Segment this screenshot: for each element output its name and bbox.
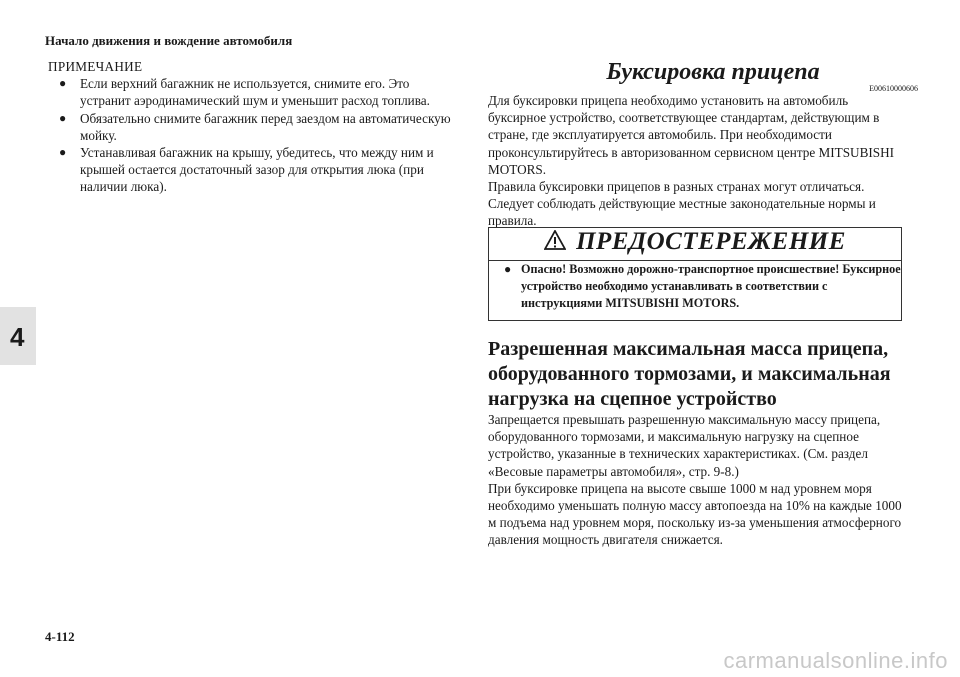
section-code: E00610000606	[869, 84, 918, 93]
towing-section	[488, 58, 918, 230]
subsection-heading: Разрешенная максимальная масса прицепа, оборудованного тормозами, и максимальная нагрузка на сцепное устройство	[488, 338, 891, 410]
chapter-number: 4	[10, 322, 25, 352]
note-item: ● Устанавливая багажник на крышу, убедитесь, что между ним и крышей остается достаточный зазор для открытия люка (при наличии люка).	[45, 144, 455, 196]
note-item: ● Обязательно снимите багажник перед заездом на автоматическую мойку.	[45, 110, 455, 144]
page-number: 4-112	[45, 629, 75, 644]
watermark: carmanualsonline.info	[723, 648, 948, 673]
section-heading: Буксировка прицепа	[606, 59, 820, 85]
running-header: Начало движения и вождение автомобиля	[45, 33, 293, 48]
note-item: ● Если верхний багажник не используется, снимите его. Это устранит аэродинамический шум и уменьшит расход топлива.	[45, 75, 455, 109]
note-list	[45, 75, 455, 195]
towing-paragraph-1: Для буксировки прицепа необходимо установить на автомобиль буксирное устройство, соответствующее стандартам, действующим в стране, где эксплуатируется автомобиль. При необходимости проконсультируйтесь в авторизованном сервисном центре MITSUBISHI MOTORS.	[488, 93, 895, 177]
note-title: ПРИМЕЧАНИЕ	[48, 59, 143, 74]
towing-paragraph-2: Правила буксировки прицепов в разных странах могут отличаться. Следует соблюдать действующие местные законодательные нормы и правила.	[488, 179, 876, 229]
chapter-tab	[0, 307, 36, 365]
note-block	[45, 58, 455, 196]
subsection-paragraph-1: Запрещается превышать разрешенную максимальную массу прицепа, оборудованного тормозами, и максимальную нагрузку на сцепное устройство, указанные в технических характеристиках. (См. раздел «Весовые параметры автомобиля», стр. 9-8.)	[488, 412, 881, 479]
warning-title: ПРЕДОСТЕРЕЖЕНИЕ	[576, 228, 846, 255]
warning-triangle-icon	[544, 230, 566, 255]
warning-item: ● Опасно! Возможно дорожно-транспортное происшествие! Буксирное устройство необходимо устанавливать в соответствии с инструкциями MITSUBISHI MOTORS.	[489, 261, 901, 312]
warning-body	[489, 261, 901, 312]
subsection-paragraph-2: При буксировке прицепа на высоте свыше 1000 м над уровнем моря необходимо уменьшать полную массу автопоезда на 10% на каждые 1000 м подъема над уровнем моря, поскольку из-за уменьшения атмосферного давления мощность двигателя снижается.	[488, 480, 902, 548]
warning-box	[488, 227, 902, 321]
warning-header	[489, 228, 901, 261]
subsection-body	[488, 411, 908, 549]
